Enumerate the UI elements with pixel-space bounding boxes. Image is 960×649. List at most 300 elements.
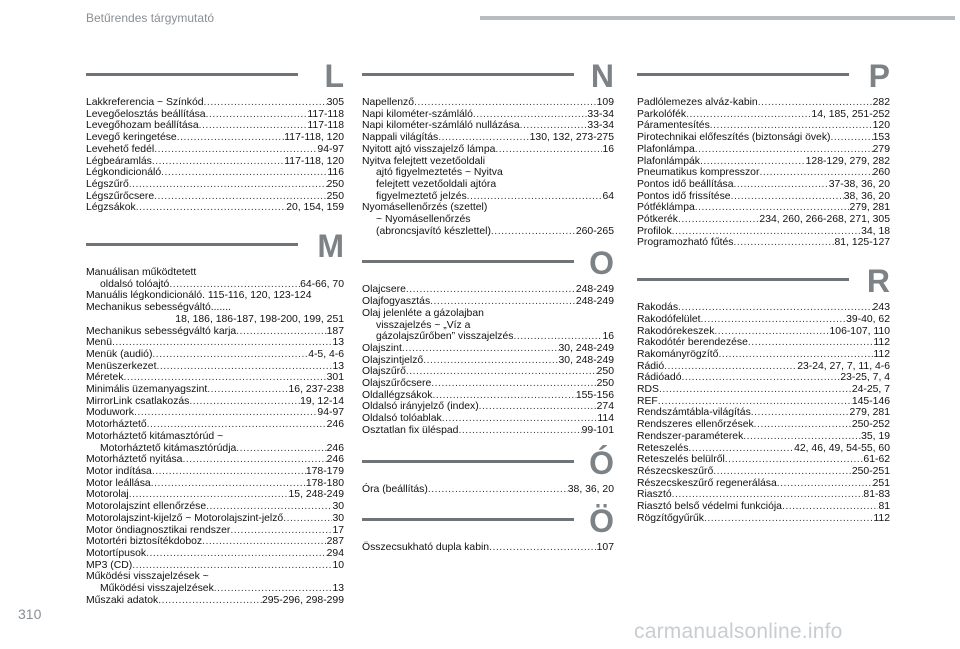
- entry-pages: 117-118: [307, 120, 344, 132]
- index-entry: [86, 501, 344, 513]
- entry-pages: 279, 281: [849, 202, 890, 214]
- section-letter: L: [324, 58, 344, 94]
- entry-pages: 61-62: [863, 454, 890, 466]
- entry-pages: 250: [326, 190, 344, 202]
- entry-term: Motor leállása: [86, 477, 151, 489]
- entry-line: [86, 407, 344, 419]
- entry-pages: 16, 237-238: [288, 384, 344, 396]
- entry-line: [86, 372, 344, 384]
- index-entry: [86, 372, 344, 384]
- entry-pages: 109: [596, 97, 614, 108]
- entry-line: [637, 337, 890, 349]
- entry-pages: 120: [872, 120, 890, 132]
- entry-pages: 248-249: [575, 296, 614, 308]
- section-letter: N: [590, 58, 614, 94]
- entry-term: Mechanikus sebességváltó.......: [86, 302, 231, 314]
- entry-line: [86, 202, 344, 214]
- entry-pages: 295-296, 298-299: [261, 594, 344, 606]
- index-entry: [637, 132, 890, 144]
- section-header: [362, 503, 614, 542]
- leader-dots: [206, 109, 308, 121]
- entry-line: [637, 407, 890, 419]
- entry-pages: 187: [326, 325, 344, 337]
- index-entry: [362, 542, 614, 554]
- index-entry: [637, 97, 890, 109]
- index-entry: [362, 401, 614, 413]
- entry-pages: 130, 132, 273-275: [529, 132, 614, 144]
- index-section: [362, 58, 614, 237]
- entry-pages: 128-129, 279, 282: [805, 155, 890, 167]
- index-entry: [362, 97, 614, 109]
- entry-term: Rendszeres ellenőrzések: [637, 419, 754, 431]
- leader-dots: [678, 214, 759, 226]
- entry-term: Rakományrögzítő: [637, 348, 719, 360]
- entry-term: Rakodótér berendezése: [637, 337, 748, 349]
- entry-term: Pneumatikus kompresszor: [637, 167, 760, 179]
- index-entry: [86, 326, 344, 338]
- entry-term: felejtett vezetőoldali ajtóra: [376, 178, 497, 190]
- entry-line: [86, 489, 344, 501]
- entry-line: [362, 378, 614, 390]
- entry-pages: 117-118, 120: [284, 132, 344, 144]
- leader-dots: [658, 396, 852, 408]
- header-divider: [480, 16, 955, 20]
- entry-line: [637, 372, 890, 384]
- entry-term: Olajfogyasztás: [362, 296, 431, 308]
- index-entry: [637, 478, 890, 490]
- index-entry: [86, 478, 344, 490]
- leader-dots: [177, 132, 285, 144]
- section-letter: R: [866, 263, 890, 300]
- entry-term: Levegőelosztás beállítása: [86, 108, 206, 120]
- entry-line: [86, 583, 344, 595]
- entry-line: [86, 109, 344, 121]
- entry-pages: 251: [872, 477, 890, 489]
- entry-pages: 17: [332, 524, 344, 536]
- entry-term: Plafonlámpa: [637, 143, 695, 155]
- entry-term: Menüszerkezet: [86, 360, 157, 372]
- entry-line: [637, 361, 890, 373]
- leader-dots: [152, 349, 308, 361]
- entry-pages: 114: [597, 413, 614, 425]
- leader-dots: [438, 132, 529, 144]
- index-entry: [637, 396, 890, 408]
- entry-line: [86, 156, 344, 168]
- entry-pages: 81: [878, 501, 890, 513]
- entry-term: Oldalsó tolóablak: [362, 413, 442, 425]
- entry-pages: 274: [596, 401, 614, 413]
- entry-term: Légszűrő: [86, 178, 129, 190]
- entry-term: Olajcsere: [362, 284, 406, 296]
- index-entry: [86, 489, 344, 501]
- entry-term: Páramentesítés: [637, 120, 710, 132]
- entry-line: [362, 331, 614, 343]
- leader-dots: [423, 355, 558, 367]
- entry-term: Rakodórekeszek: [637, 325, 715, 337]
- leader-dots: [202, 536, 327, 548]
- index-entry: [637, 314, 890, 326]
- leader-dots: [134, 407, 317, 419]
- index-entry: [362, 355, 614, 367]
- entry-term: Részecskeszűrő: [637, 465, 714, 477]
- section-entries: [86, 267, 344, 606]
- entry-line: [637, 396, 890, 408]
- entry-pages: 246: [326, 442, 344, 454]
- section-rule: [637, 278, 849, 281]
- entry-term: Rádió: [637, 360, 665, 372]
- entry-line: [86, 501, 344, 513]
- leader-dots: [402, 343, 559, 355]
- leader-dots: [458, 425, 581, 437]
- entry-line: [86, 144, 344, 156]
- entry-line: [86, 120, 344, 132]
- index-entry: [637, 501, 890, 513]
- entry-pages: 10: [332, 559, 344, 571]
- entry-line: [86, 179, 344, 191]
- entry-line: [637, 202, 890, 214]
- entry-pages: 13: [332, 360, 344, 372]
- section-header: [362, 58, 614, 97]
- index-entry: [362, 132, 614, 144]
- index-entry: [86, 548, 344, 560]
- leader-dots: [283, 513, 332, 525]
- entry-line: [362, 191, 614, 203]
- entry-term: Légzsákok: [86, 202, 136, 214]
- entry-line: [637, 314, 890, 326]
- index-entry: [362, 144, 614, 156]
- entry-pages: 30: [332, 512, 344, 524]
- entry-pages: 16: [602, 331, 614, 343]
- entry-term: RDS: [637, 384, 659, 396]
- leader-dots: [701, 314, 847, 326]
- entry-line: [637, 466, 890, 478]
- entry-line: [637, 97, 890, 109]
- entry-line: [637, 109, 890, 121]
- entry-term: (abroncsjavító készlettel): [376, 225, 491, 237]
- entry-pages: 279: [872, 143, 890, 155]
- entry-line: [637, 214, 890, 226]
- entry-term: Pontos idő beállítása: [637, 178, 734, 190]
- index-entry: [637, 466, 890, 478]
- index-entry: [86, 290, 344, 302]
- entry-pages: 94-97: [317, 143, 344, 155]
- leader-dots: [743, 431, 861, 443]
- page-header-title: Betűrendes tárgymutató: [86, 11, 215, 25]
- leader-dots: [682, 372, 841, 384]
- entry-term: Lakkreferencia ~ Színkód: [86, 97, 204, 108]
- entry-line: [86, 132, 344, 144]
- entry-term: Légszűrőcsere: [86, 190, 155, 202]
- entry-pages: 178-180: [305, 477, 344, 489]
- entry-term: Motorháztető kitámasztórúdja: [100, 442, 237, 454]
- entry-line: [86, 384, 344, 396]
- entry-line: [86, 513, 344, 525]
- entry-term: Méretek: [86, 372, 124, 384]
- entry-term: REF: [637, 395, 658, 407]
- index-section: [362, 444, 614, 496]
- index-section: [86, 58, 344, 214]
- entry-line: [362, 542, 614, 554]
- entry-line: [637, 237, 890, 249]
- entry-term: Levehető fedél: [86, 143, 155, 155]
- index-section: [86, 228, 344, 606]
- index-entry: [362, 120, 614, 132]
- section-entries: [362, 484, 614, 496]
- index-entry: [637, 513, 890, 525]
- index-column-1: [86, 58, 344, 606]
- entry-term: Riasztó: [637, 489, 672, 501]
- entry-pages: 250: [596, 378, 614, 390]
- entry-pages: 34, 18: [861, 225, 890, 237]
- leader-dots: [207, 384, 288, 396]
- entry-pages: 24-25, 7: [851, 384, 890, 396]
- index-entry: [637, 144, 890, 156]
- leader-dots: [430, 296, 576, 308]
- entry-line: [637, 431, 890, 443]
- index-entry: [637, 109, 890, 121]
- index-entry: [637, 191, 890, 203]
- leader-dots: [664, 361, 797, 373]
- index-entry: [362, 413, 614, 425]
- entry-pages: 287: [326, 536, 344, 548]
- leader-dots: [428, 484, 568, 496]
- section-rule: [362, 260, 574, 263]
- entry-term: Menü: [86, 337, 112, 349]
- entry-line: [362, 366, 614, 378]
- index-entry: [637, 384, 890, 396]
- leader-dots: [710, 120, 873, 132]
- entry-pages: 112: [873, 337, 890, 349]
- index-section: [362, 245, 614, 436]
- index-entry: [86, 120, 344, 132]
- entry-term: Pirotechnikai előfeszítés (biztonsági övek): [637, 132, 831, 144]
- index-entry: [86, 525, 344, 537]
- entry-term: gázolajszűrőben” visszajelzés: [376, 331, 514, 343]
- entry-pages-continued: 18, 186, 186-187, 198-200, 199, 251: [175, 313, 344, 325]
- index-column-2: [362, 58, 614, 554]
- entry-pages: 178-179: [305, 465, 344, 477]
- entry-pages: 155-156: [575, 389, 614, 401]
- entry-pages: 15, 248-249: [288, 489, 344, 501]
- entry-term: Működési visszajelzések: [100, 583, 214, 595]
- entry-term: Pótkerék: [637, 214, 679, 226]
- entry-term: Manuális légkondicionáló. 115-116, 120, 123-124: [86, 290, 312, 302]
- section-entries: [362, 542, 614, 554]
- entry-term: Olajszűrőcsere: [362, 378, 432, 390]
- index-section: [362, 503, 614, 554]
- leader-dots: [414, 97, 597, 109]
- entry-pages: 19, 12-14: [300, 395, 344, 407]
- entry-pages: 35, 19: [861, 430, 890, 442]
- entry-pages: 279, 281: [849, 407, 890, 419]
- index-entry: [362, 308, 614, 343]
- entry-term: Pontos idő frissítése: [637, 190, 731, 202]
- entry-line: [86, 454, 344, 466]
- entry-pages: 99-101: [581, 424, 614, 436]
- entry-line: [637, 513, 890, 525]
- entry-term: Nappali világítás: [362, 132, 439, 144]
- section-letter: M: [317, 228, 344, 265]
- leader-dots: [782, 501, 878, 513]
- entry-term: Osztatlan fix üléspad: [362, 424, 459, 436]
- entry-line: [86, 396, 344, 408]
- leader-dots: [733, 179, 828, 191]
- entry-pages: 234, 260, 266-268, 271, 305: [759, 214, 890, 226]
- entry-term: Nyomásellenőrzés (szettel): [362, 202, 488, 214]
- index-entry: [362, 425, 614, 437]
- leader-dots: [520, 120, 588, 132]
- entry-term: Nyitott ajtó visszajelző lámpa: [362, 143, 496, 155]
- leader-dots: [124, 372, 327, 384]
- entry-pages: 39-40, 62: [846, 313, 890, 325]
- entry-line: [86, 536, 344, 548]
- entry-line: [362, 413, 614, 425]
- entry-line: [637, 191, 890, 203]
- entry-term: Részecskeszűrő regenerálása: [637, 477, 777, 489]
- entry-pages: 260: [872, 167, 890, 179]
- entry-pages: 246: [326, 454, 344, 466]
- index-entry: [637, 407, 890, 419]
- entry-line: [86, 419, 344, 431]
- entry-term: Összecsukható dupla kabin: [362, 542, 490, 554]
- index-entry: [86, 191, 344, 203]
- entry-line: [86, 595, 344, 607]
- entry-term: Motortípusok: [86, 547, 147, 559]
- section-rule: [637, 73, 849, 76]
- index-entry: [637, 349, 890, 361]
- leader-dots: [513, 331, 602, 343]
- entry-term: Moduwork: [86, 407, 134, 419]
- index-entry: [86, 202, 344, 214]
- entry-pages: 38, 36, 20: [567, 483, 614, 495]
- index-entry: [86, 560, 344, 572]
- entry-term: Olajszintjelző: [362, 354, 424, 366]
- leader-dots: [161, 167, 327, 179]
- entry-line: [637, 132, 890, 144]
- leader-dots: [678, 302, 873, 314]
- leader-dots: [495, 144, 602, 156]
- index-entry: [362, 156, 614, 203]
- entry-term: Rögzítőgyűrűk: [637, 512, 704, 524]
- index-entry: [637, 431, 890, 443]
- entry-line: [86, 191, 344, 203]
- leader-dots: [132, 560, 332, 572]
- index-entry: [362, 109, 614, 121]
- section-header: [86, 228, 344, 267]
- entry-line: [362, 226, 614, 238]
- entry-line: [637, 326, 890, 338]
- section-letter: Ó: [589, 444, 614, 481]
- entry-line: [86, 466, 344, 478]
- entry-pages: 153: [872, 132, 890, 144]
- index-entry: [362, 284, 614, 296]
- leader-dots: [695, 144, 873, 156]
- entry-pages: 250: [596, 366, 614, 378]
- section-header: [637, 58, 890, 97]
- leader-dots: [718, 349, 873, 361]
- entry-pages: 112: [873, 512, 890, 524]
- leader-dots: [182, 454, 326, 466]
- index-entry: [86, 384, 344, 396]
- entry-line: [86, 478, 344, 490]
- leader-dots: [152, 466, 306, 478]
- index-entry: [637, 361, 890, 373]
- index-entry: [86, 167, 344, 179]
- leader-dots: [154, 191, 327, 203]
- leader-dots: [733, 237, 834, 249]
- index-entry: [362, 366, 614, 378]
- entry-term: ~ Nyomásellenőrzés: [376, 214, 471, 226]
- entry-line: [362, 343, 614, 355]
- leader-dots: [713, 466, 852, 478]
- entry-pages: 20, 154, 159: [286, 202, 344, 214]
- index-entry: [86, 536, 344, 548]
- entry-pages: 81-83: [863, 489, 890, 501]
- leader-dots: [731, 191, 844, 203]
- index-entry: [86, 407, 344, 419]
- index-entry: [362, 202, 614, 237]
- leader-dots: [489, 542, 597, 554]
- index-entry: [637, 372, 890, 384]
- entry-line: [86, 361, 344, 373]
- entry-term: Rakodás: [637, 302, 679, 314]
- entry-line: [637, 179, 890, 191]
- entry-line: [86, 525, 344, 537]
- entry-line: [362, 144, 614, 156]
- entry-line: [637, 489, 890, 501]
- section-rule: [86, 243, 298, 246]
- entry-term: Nyitva felejtett vezetőoldali: [362, 155, 486, 167]
- entry-pages: 117-118, 120: [284, 155, 344, 167]
- entry-pages: 145-146: [851, 395, 890, 407]
- entry-line: [86, 349, 344, 361]
- entry-pages: 13: [332, 337, 344, 349]
- entry-pages: 301: [326, 372, 344, 384]
- entry-line: [362, 132, 614, 144]
- entry-line: [86, 337, 344, 349]
- entry-line: [362, 355, 614, 367]
- index-entry: [86, 431, 344, 454]
- leader-dots: [129, 179, 327, 191]
- section-entries: [362, 97, 614, 237]
- entry-pages: 250: [326, 178, 344, 190]
- entry-term: Motorháztető: [86, 419, 147, 431]
- entry-term: Reteszelés belülről: [637, 454, 725, 466]
- entry-term: Manuálisan működtetett: [86, 267, 197, 279]
- entry-line: [86, 279, 344, 291]
- entry-line: [86, 443, 344, 455]
- entry-pages: 30, 248-249: [558, 342, 614, 354]
- leader-dots: [700, 156, 806, 168]
- entry-term: ajtó figyelmeztetés ~ Nyitva: [376, 167, 503, 179]
- leader-dots: [748, 337, 874, 349]
- index-entry: [86, 267, 344, 290]
- entry-line: [86, 167, 344, 179]
- entry-term: Levegő keringetése: [86, 132, 177, 144]
- index-entry: [637, 226, 890, 238]
- leader-dots: [236, 326, 326, 338]
- index-section: [637, 263, 890, 524]
- leader-dots: [714, 326, 829, 338]
- entry-line: [86, 97, 344, 109]
- entry-line: [637, 144, 890, 156]
- index-entry: [86, 349, 344, 361]
- entry-term: Motor indítása: [86, 465, 152, 477]
- leader-dots: [158, 595, 262, 607]
- leader-dots: [147, 419, 327, 431]
- index-entry: [637, 179, 890, 191]
- entry-term: Rádióadó: [637, 372, 682, 384]
